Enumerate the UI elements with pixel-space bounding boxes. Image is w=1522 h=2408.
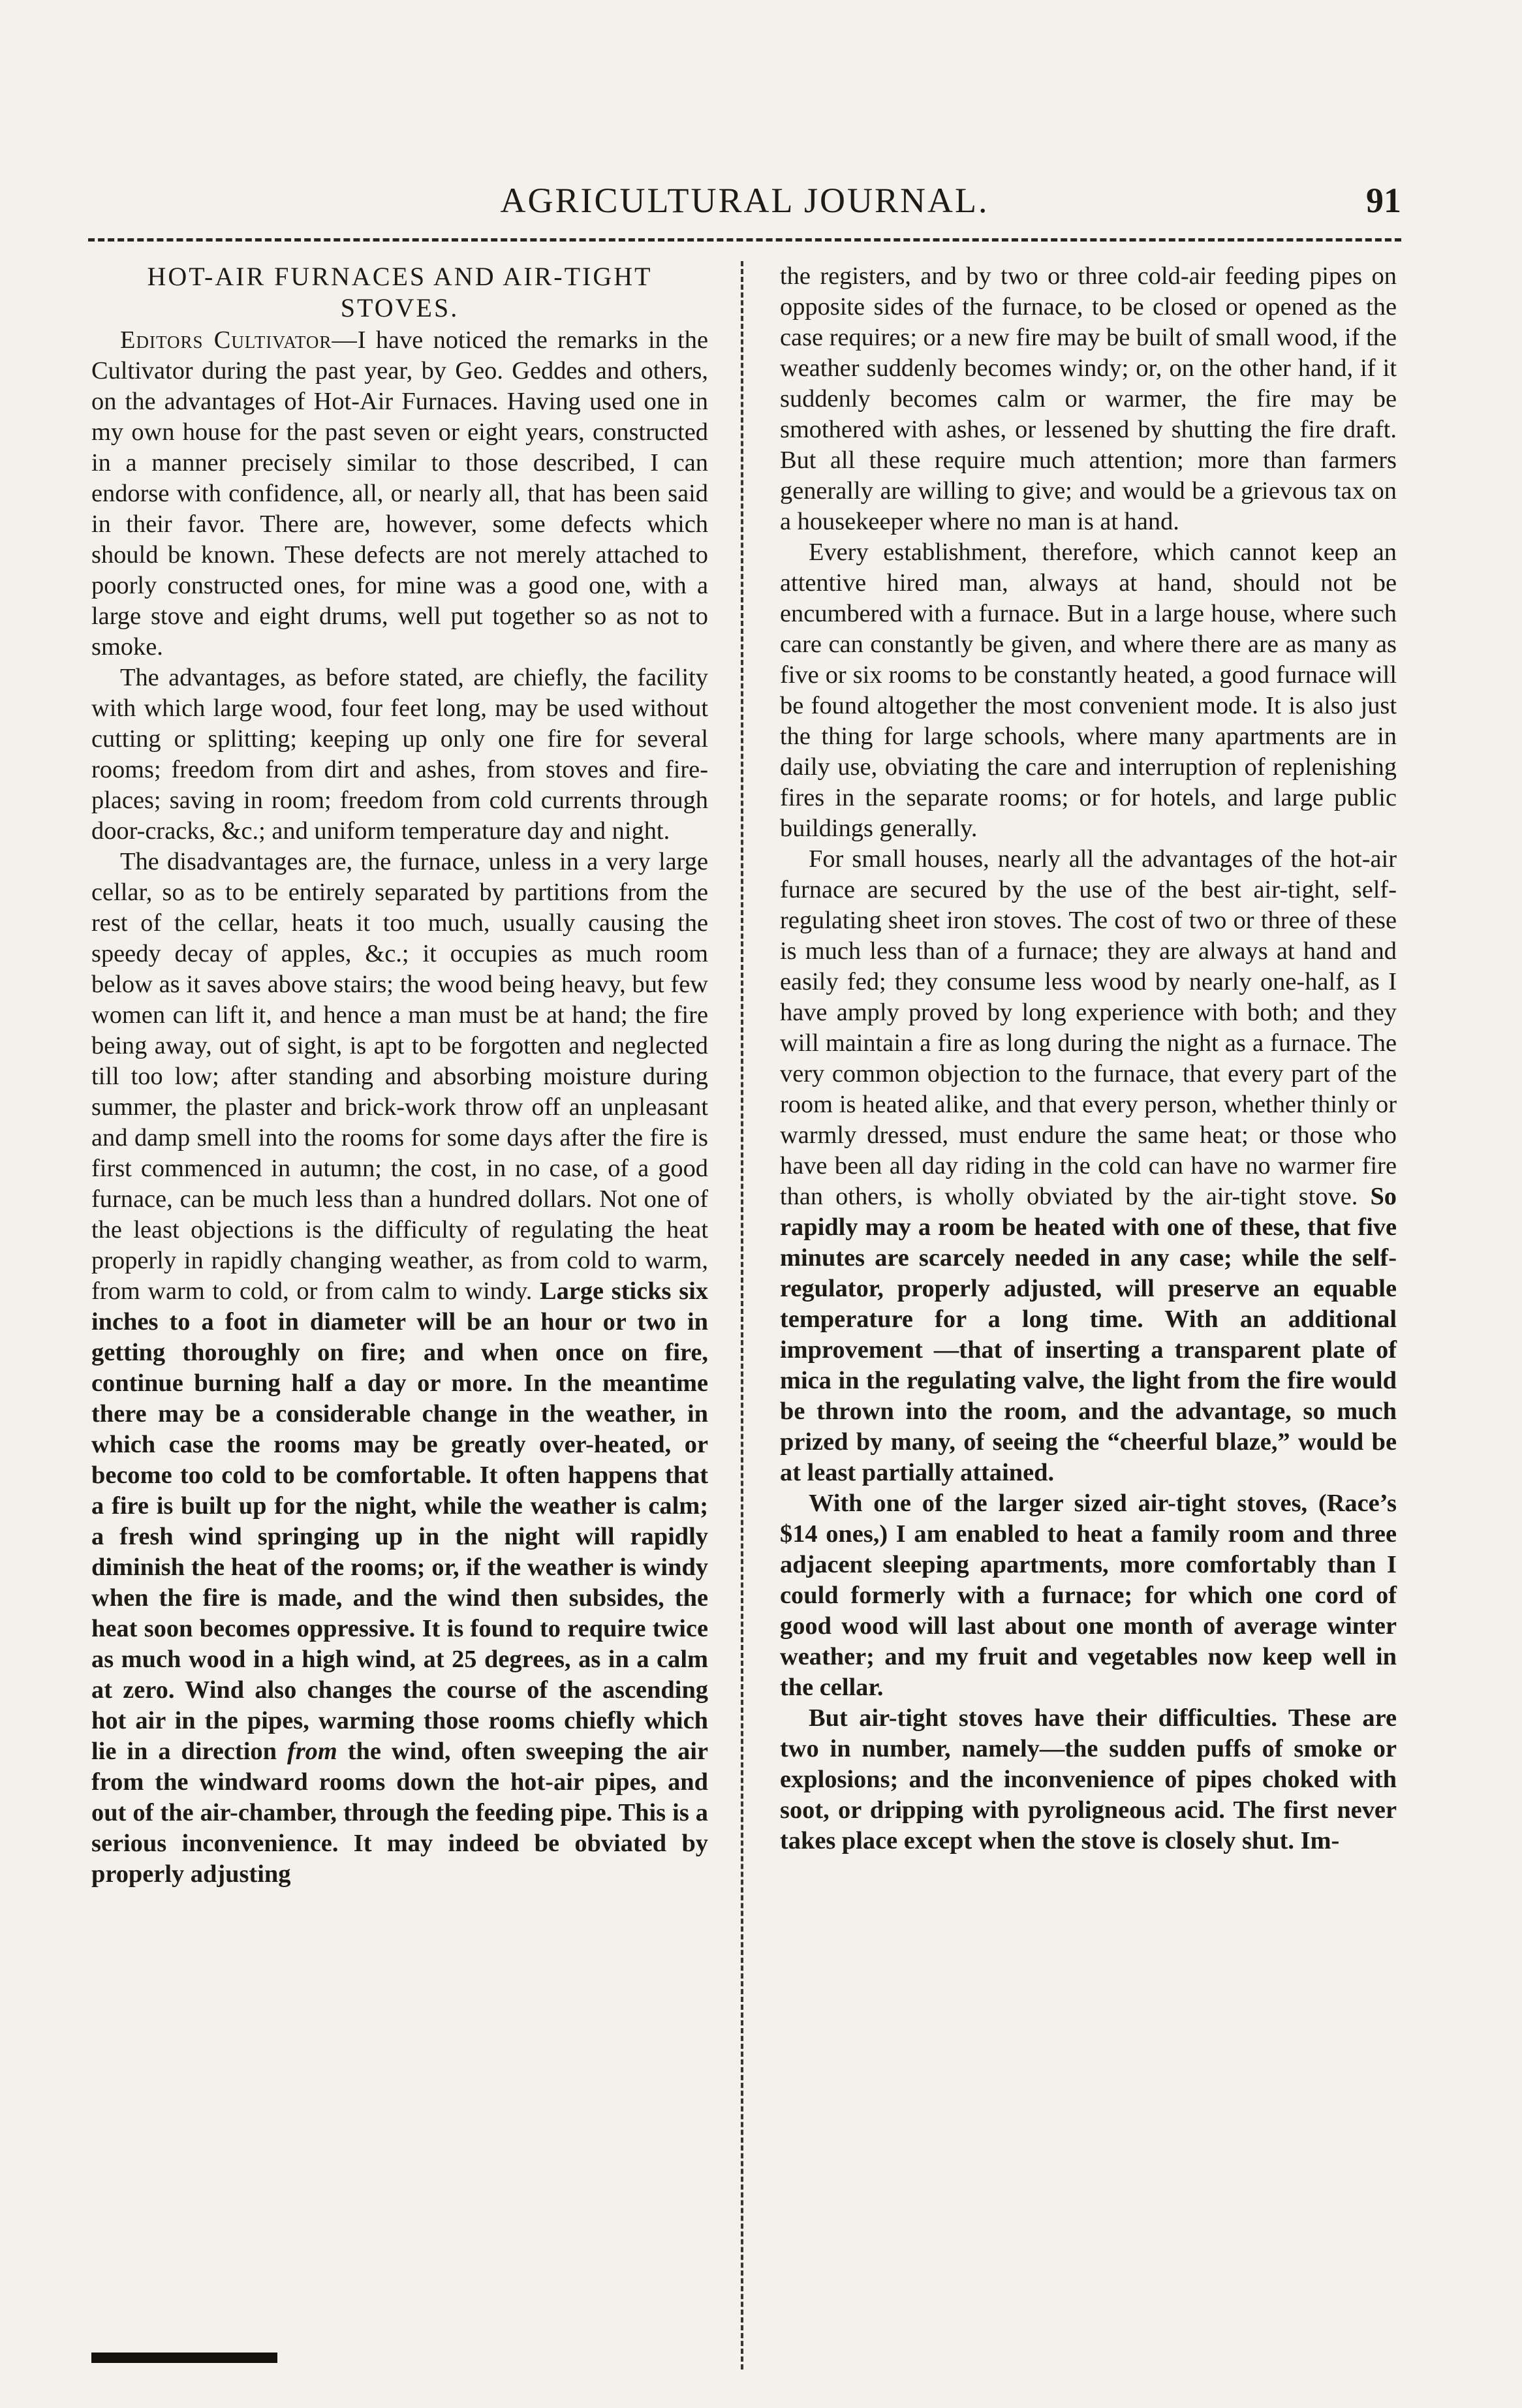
right-column xyxy=(780,261,1397,1856)
paragraph-3-bold-text: Large sticks six inches to a foot in diameter will be an hour or two in getting thoroughly on fire; and when once on fire, continue burning half a day or more. In the meantime there may be a considerable change in the weather, in which case the rooms may be greatly over-heated, or become too cold to be comfortable. It often happens that a fire is built up for the night, while the weather is calm; a fresh wind springing up in the night will rapidly diminish the heat of the rooms; or, if the weather is windy when the fire is made, and the wind then subsides, the heat soon becomes oppressive. It is found to require twice as much wood in a high wind, at 25 degrees, as in a calm at zero. Wind also changes the course of the ascending hot air in the pipes, warming those rooms chiefly which lie in a direction xyxy=(91,1277,708,1765)
bottom-print-mark xyxy=(91,2353,277,2363)
salutation: Editors Cultivator— xyxy=(120,326,358,354)
paragraph-6-bold-text: So rapidly may a room be heated with one of these, that five minutes are scarcely needed in any case; while the self-regulator, properly adjusted, will preserve an equable temperature for a long time. With an additional improvement —that of inserting a transparent plate of mica in the regulating valve, the light from the fire would be thrown into the room, and the advantage, so much prized by many, of seeing the “cheerful blaze,” would be at least partially attained. xyxy=(780,1183,1397,1486)
paragraph-2 xyxy=(91,663,708,847)
emphasis-from: from xyxy=(287,1738,337,1765)
header-rule xyxy=(88,238,1401,242)
page-number: 91 xyxy=(1366,181,1401,220)
column-divider xyxy=(741,261,743,2369)
paragraph-3-bold-end: the wind, often sweeping the air from the windward rooms down the hot-air pipes, and out of the air-chamber, through the feeding pipe. This is a serious inconvenience. It may indeed be obviated by properly adjusting xyxy=(91,1738,708,1888)
paragraph-8 xyxy=(780,1703,1397,1856)
paragraph-2-text: The advantages, as before stated, are chiefly, the facility with which large wood, four feet long, may be used without cutting or splitting; keeping up only one fire for several rooms; freedom from dirt and ashes, from stoves and fire-places; saving in room; freedom from cold currents through door-cracks, &c.; and uniform temperature day and night. xyxy=(91,664,708,845)
left-column xyxy=(91,261,708,1890)
article-heading: HOT-AIR FURNACES AND AIR-TIGHT STOVES. xyxy=(147,262,653,322)
paragraph-5 xyxy=(780,537,1397,844)
paragraph-8-text: But air-tight stoves have their difficulties. These are two in number, namely—the sudden puffs of smoke or explosions; and the inconvenience of pipes choked with soot, or dripping with pyroligneous acid. The first never takes place except when the stove is closely shut. Im- xyxy=(780,1704,1397,1854)
paragraph-6-text: For small houses, nearly all the advantages of the hot-air furnace are secured by the use of the best air-tight, self-regulating sheet iron stoves. The cost of two or three of these is much less than of a furnace; they are always at hand and easily fed; they consume less wood by nearly one-half, as I have amply proved by long experience with both; and they will maintain a fire as long during the night as a furnace. The very common objection to the furnace, that every part of the room is heated alike, and that every person, whether thinly or warmly dressed, must endure the same heat; or those who have been all day riding in the cold can have no warmer fire than others, is wholly obviated by the air-tight stove. xyxy=(780,845,1397,1210)
paragraph-7-text: With one of the larger sized air-tight stoves, (Race’s $14 ones,) I am enabled to heat a family room and three adjacent sleeping apartments, more comfortably than I could formerly with a furnace; for which one cord of good wood will last about one month of average winter weather; and my fruit and vegetables now keep well in the cellar. xyxy=(780,1490,1397,1701)
paragraph-5-text: Every establishment, therefore, which cannot keep an attentive hired man, always at hand, should not be encumbered with a furnace. But in a large house, where such care can constantly be given, and where there are as many as five or six rooms to be constantly heated, a good furnace will be found altogether the most convenient mode. It is also just the thing for large schools, where many apartments are in daily use, obviating the care and interruption of replenishing fires in the separate rooms; or for hotels, and large public buildings generally. xyxy=(780,539,1397,842)
paragraph-3 xyxy=(91,847,708,1890)
paragraph-1-text: I have noticed the remarks in the Cultivator during the past year, by Geo. Geddes and others, on the advantages of Hot-Air Furnaces. Having used one in my own house for the past seven or eight years, constructed in a manner precisely similar to those described, I can endorse with confidence, all, or nearly all, that has been said in their favor. There are, however, some defects which should be known. These defects are not merely attached to poorly constructed ones, for mine was a good one, with a large stove and eight drums, well put together so as not to smoke. xyxy=(91,326,708,661)
paragraph-4-text: the registers, and by two or three cold-air feeding pipes on opposite sides of the furnace, to be closed or opened as the case requires; or a new fire may be built of small wood, if the weather suddenly becomes windy; or, on the other hand, if it suddenly becomes calm or warmer, the fire may be smothered with ashes, or lessened by shutting the fire draft. But all these require much attention; more than farmers generally are willing to give; and would be a grievous tax on a housekeeper where no man is at hand. xyxy=(780,262,1397,535)
paragraph-7 xyxy=(780,1488,1397,1703)
running-title: AGRICULTURAL JOURNAL. xyxy=(500,181,989,220)
paragraph-1 xyxy=(91,325,708,663)
paragraph-6 xyxy=(780,844,1397,1488)
paragraph-3-text: The disadvantages are, the furnace, unless in a very large cellar, so as to be entirely separated by partitions from the rest of the cellar, heats it too much, usually causing the speedy decay of apples, &c.; it occupies as much room below as it saves above stairs; the wood being heavy, but few women can lift it, and hence a man must be at hand; the fire being away, out of sight, is apt to be forgotten and neglected till too low; after standing and absorbing moisture during summer, the plaster and brick-work throw off an unpleasant and damp smell into the rooms for some days after the fire is first commenced in autumn; the cost, in no case, of a good furnace, can be much less than a hundred dollars. Not one of the least objections is the difficulty of regulating the heat properly in rapidly changing weather, as from cold to warm, from warm to cold, or from calm to windy. xyxy=(91,848,708,1305)
running-head xyxy=(88,180,1401,225)
paragraph-4 xyxy=(780,261,1397,537)
